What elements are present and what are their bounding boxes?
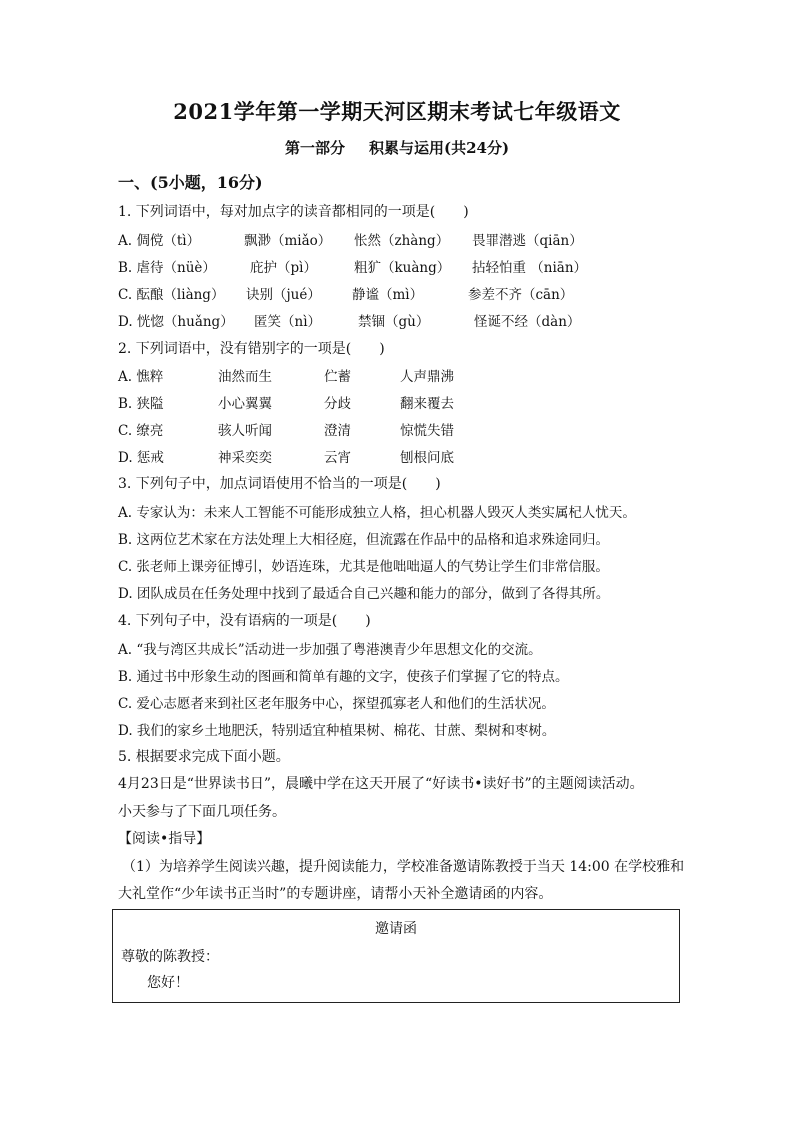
question-text: 1. 下列词语中，每对加点字的读音都相同的一项是( bbox=[118, 204, 436, 220]
question-1-stem bbox=[118, 201, 469, 221]
question-5-stem: 5. 根据要求完成下面小题。 bbox=[118, 749, 290, 765]
question-3-option-b: B. 这两位艺术家在方法处理上大相径庭，但流露在作品中的品格和追求殊途同归。 bbox=[118, 532, 610, 548]
option-word: 惊慌失错 bbox=[400, 423, 454, 439]
answer-bracket-close: ) bbox=[379, 341, 385, 357]
question-text: 2. 下列词语中，没有错别字的一项是( bbox=[118, 341, 352, 357]
task-heading: 【阅读•指导】 bbox=[118, 831, 211, 847]
invitation-salutation: 尊敬的陈教授： bbox=[121, 949, 219, 965]
task-1-text: （1）为培养学生阅读兴趣，提升阅读能力，学校准备邀请陈教授于当天 14:00 在学校雅和 bbox=[122, 859, 685, 875]
part-label: 第一部分 bbox=[284, 139, 345, 157]
option-word: 油然而生 bbox=[218, 369, 272, 385]
question-text: 4. 下列句子中，没有语病的一项是( bbox=[118, 613, 338, 629]
question-3-option-a: A. 专家认为：未来人工智能不可能形成独立人格，担心机器人毁灭人类实属杞人忧天。 bbox=[118, 505, 636, 521]
page-title: 2021学年第一学期天河区期末考试七年级语文 bbox=[173, 99, 621, 124]
question-3-stem bbox=[118, 473, 441, 493]
section-heading: 一、(5小题，16分) bbox=[118, 173, 263, 192]
option-word: 刨根问底 bbox=[400, 450, 454, 466]
option-word: 翻来覆去 bbox=[400, 396, 454, 412]
option-word: C. 缭亮 bbox=[118, 423, 164, 439]
option-word: 云宵 bbox=[324, 450, 351, 466]
question-3-option-d: D. 团队成员在任务处理中找到了最适合自己兴趣和能力的部分，做到了各得其所。 bbox=[118, 586, 610, 602]
option-word: 粗犷（kuàng） bbox=[354, 260, 451, 276]
option-word: 人声鼎沸 bbox=[400, 369, 454, 385]
question-5-paragraph: 小天参与了下面几项任务。 bbox=[118, 804, 286, 820]
option-word: 庇护（pì） bbox=[250, 260, 317, 276]
question-4-option-a: A. “我与湾区共成长”活动进一步加强了粤港澳青少年思想文化的交流。 bbox=[118, 642, 542, 658]
question-3-option-c: C. 张老师上课旁征博引，妙语连珠，尤其是他咄咄逼人的气势让学生们非常信服。 bbox=[118, 559, 609, 575]
option-word: B. 狭隘 bbox=[118, 396, 164, 412]
option-word: 神采奕奕 bbox=[218, 450, 272, 466]
option-word: A. 倜傥（tì） bbox=[118, 233, 201, 249]
question-4-option-d: D. 我们的家乡土地肥沃，特别适宜种植果树、棉花、甘蔗、梨树和枣树。 bbox=[118, 723, 556, 739]
option-word: 分歧 bbox=[324, 396, 351, 412]
invitation-letter-box bbox=[112, 909, 680, 1003]
option-word: 畏罪潜逃（qiān） bbox=[472, 233, 583, 249]
question-text: 3. 下列句子中，加点词语使用不恰当的一项是( bbox=[118, 476, 408, 492]
option-word: 匿笑（nì） bbox=[254, 314, 322, 330]
answer-bracket-close: ) bbox=[435, 476, 441, 492]
question-4-stem bbox=[118, 610, 371, 630]
option-word: C. 酝酿（liàng） bbox=[118, 287, 225, 303]
part-heading bbox=[0, 137, 794, 158]
answer-bracket-close: ) bbox=[463, 204, 469, 220]
question-2-stem bbox=[118, 338, 385, 358]
option-word: 参差不齐（cān） bbox=[468, 287, 574, 303]
option-word: B. 虐待（nüè） bbox=[118, 260, 216, 276]
option-word: 禁锢（gù） bbox=[358, 314, 430, 330]
task-1-text: 大礼堂作“少年读书正当时”的专题讲座，请帮小天补全邀请函的内容。 bbox=[118, 886, 553, 902]
option-word: 怅然（zhàng） bbox=[354, 233, 450, 249]
question-4-option-b: B. 通过书中形象生动的图画和简单有趣的文字，使孩子们掌握了它的特点。 bbox=[118, 669, 569, 685]
option-word: 飘渺（miǎo） bbox=[244, 233, 332, 249]
option-word: 澄清 bbox=[324, 423, 351, 439]
invitation-greeting: 您好！ bbox=[147, 975, 189, 991]
option-word: D. 恍惚（huǎng） bbox=[118, 314, 234, 330]
option-word: 怪诞不经（dàn） bbox=[474, 314, 581, 330]
invitation-title: 邀请函 bbox=[375, 921, 417, 937]
option-word: 静谧（mì） bbox=[352, 287, 424, 303]
question-5-paragraph: 4月23日是“世界读书日”，晨曦中学在这天开展了“好读书•读好书”的主题阅读活动。 bbox=[118, 776, 644, 792]
option-word: D. 惩戒 bbox=[118, 450, 164, 466]
question-4-option-c: C. 爱心志愿者来到社区老年服务中心，探望孤寡老人和他们的生活状况。 bbox=[118, 696, 555, 712]
part-name: 积累与运用(共24分) bbox=[368, 139, 510, 157]
answer-bracket-close: ) bbox=[365, 613, 371, 629]
option-word: 骇人听闻 bbox=[218, 423, 272, 439]
option-word: 拈轻怕重 （niān） bbox=[472, 260, 588, 276]
option-word: 伫蓄 bbox=[324, 369, 351, 385]
option-word: 诀别（jué） bbox=[246, 287, 321, 303]
option-word: A. 憔粹 bbox=[118, 369, 164, 385]
option-word: 小心翼翼 bbox=[218, 396, 272, 412]
